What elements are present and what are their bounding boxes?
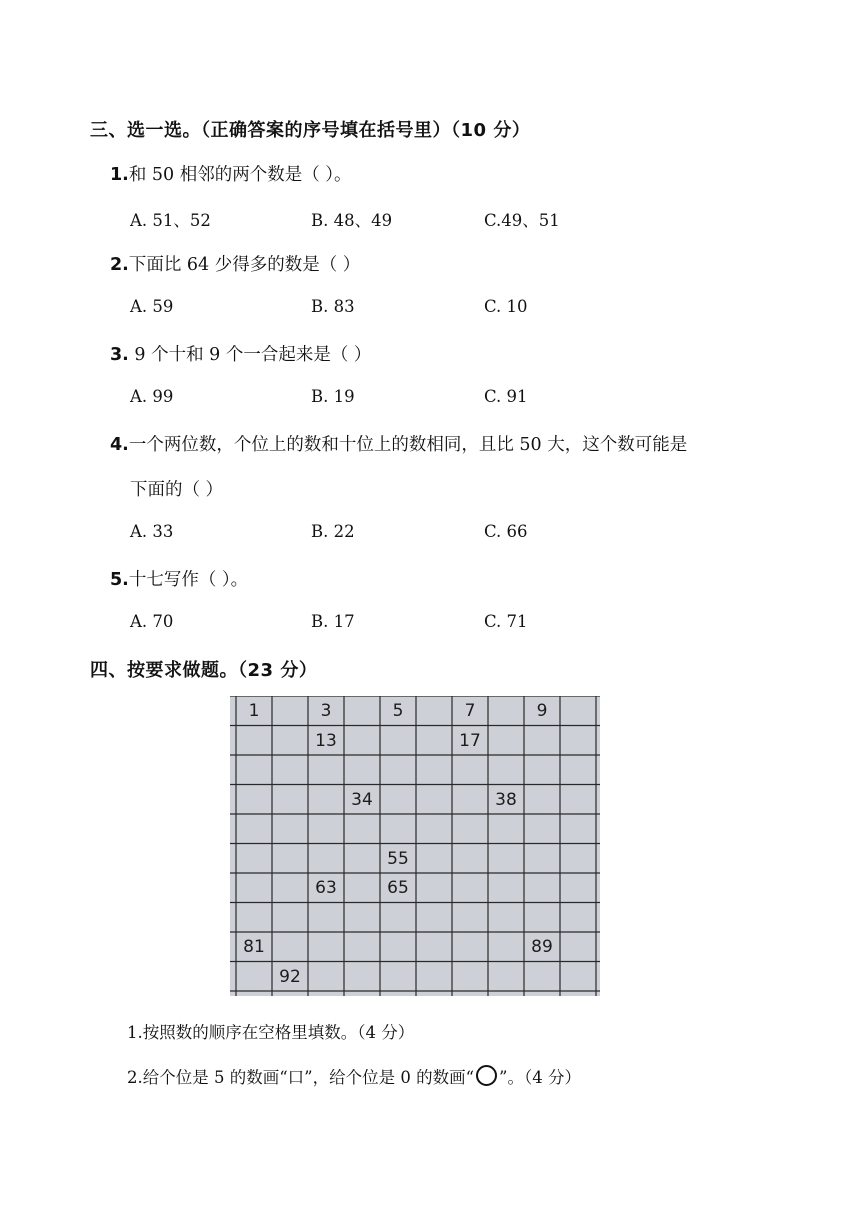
option-c: C. 71 [484,612,528,631]
question-1 [110,161,352,186]
option-a: A. 70 [130,612,174,631]
question-text: 9 个十和 9 个一合起来是（ ） [128,345,372,365]
question-text: 下面比 64 少得多的数是（ ） [128,255,361,275]
option-a: A. 51、52 [130,211,211,230]
circle-icon [476,1065,497,1086]
question-number: 4. [110,435,129,455]
question-4 [110,431,687,456]
grid-cell-number: 5 [392,701,404,721]
section3-title: 三、选一选。（正确答案的序号填在括号里）（10 分） [90,120,531,141]
number-grid-photo [230,696,600,996]
question-3 [110,341,371,366]
question-number: 1. [110,165,129,185]
grid-cell-number: 38 [495,789,517,810]
sub-question-2 [127,1064,581,1088]
option-c: C. 91 [484,387,528,406]
question-2 [110,251,360,276]
option-c: C.49、51 [484,211,560,230]
question-number: 2. [110,255,129,275]
grid-cell-number: 34 [351,789,373,810]
option-a: A. 59 [130,297,174,316]
grid-cell-number: 55 [387,848,409,869]
question-4-continuation: 下面的（ ） [130,480,224,500]
option-b: B. 48、49 [311,211,393,230]
option-b: B. 19 [311,387,355,406]
option-c: C. 10 [484,297,528,316]
grid-cell-number: 63 [315,878,337,898]
sub-question-1: 1.按照数的顺序在空格里填数。（4 分） [127,1023,415,1042]
question-text: 一个两位数，个位上的数和十位上的数相同，且比 50 大，这个数可能是 [128,435,688,455]
grid-cell-number: 1 [248,701,260,721]
sub-question-2-text-before: 2.给个位是 5 的数画“口”，给个位是 0 的数画“ [127,1068,475,1087]
question-number: 3. [110,345,129,365]
grid-cell-number: 9 [536,701,548,721]
sub-question-2-text-after: ”。（4 分） [499,1068,581,1087]
grid-cell-number: 3 [320,701,332,721]
grid-cell-number: 7 [464,701,476,721]
question-text: 和 50 相邻的两个数是（ ）。 [128,165,352,185]
grid-cell-number: 92 [279,966,301,987]
option-a: A. 99 [130,387,174,406]
option-b: B. 22 [311,522,355,541]
question-number: 5. [110,570,129,590]
grid-cell-number: 65 [387,878,409,898]
question-text: 十七写作（ ）。 [128,570,249,590]
option-b: B. 17 [311,612,355,631]
grid-cell-number: 17 [459,730,481,751]
grid-cell-number: 81 [243,937,265,957]
option-c: C. 66 [484,522,528,541]
option-b: B. 83 [311,297,355,316]
question-5 [110,566,248,591]
section4-title: 四、按要求做题。（23 分） [90,660,318,681]
grid-cell-number: 13 [315,730,337,751]
option-a: A. 33 [130,522,174,541]
grid-cell-number: 89 [531,937,553,957]
